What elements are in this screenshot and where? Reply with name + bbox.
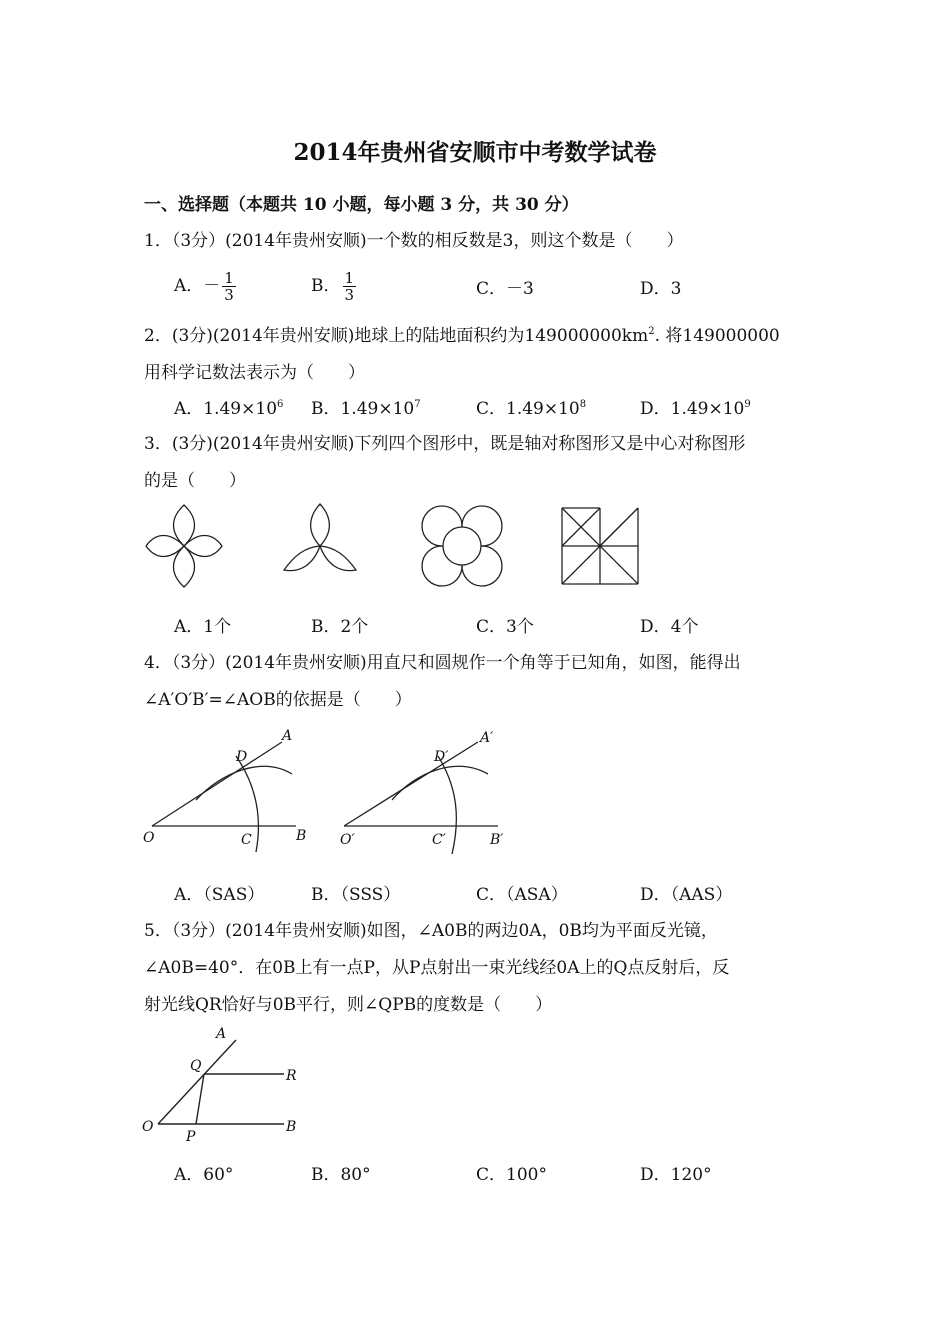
question-3-option-b: B．2个 xyxy=(311,617,369,637)
fraction: $\frac{1}{3}$ xyxy=(344,269,355,304)
question-5-line-1: 5．（3分）(2014年贵州安顺)如图，∠A0B的两边0A，0B均为平面反光镜， xyxy=(144,921,718,941)
question-2-line-1: 2．(3分)(2014年贵州安顺)地球上的陆地面积约为$149000000km^2$. 将149000000 xyxy=(144,326,780,346)
question-1-option-a: A．－ $\frac{1}{3}$ xyxy=(174,269,234,304)
question-4-line-2: ∠A′O′B′=∠AOB的依据是（ ） xyxy=(144,690,412,710)
question-3-line-1: 3．(3分)(2014年贵州安顺)下列四个图形中，既是轴对称图形又是中心对称图形 xyxy=(144,434,746,454)
question-5-option-b: B．80° xyxy=(311,1165,371,1185)
question-5-option-d: D．120° xyxy=(640,1165,712,1185)
question-5-option-a: A．60° xyxy=(174,1165,234,1185)
question-4-option-c: C．（ASA） xyxy=(476,885,568,905)
fig2-label-c: C′ xyxy=(432,832,446,848)
question-2-line-2: 用科学记数法表示为（ ） xyxy=(144,363,365,383)
q5-label-b: B xyxy=(286,1119,297,1135)
fig1-label-o: O xyxy=(143,830,155,846)
question-5-line-2: ∠A0B=40°．在0B上有一点P，从P点射出一束光线经0A上的Q点反射后，反 xyxy=(144,958,730,978)
question-1-option-b: B． $\frac{1}{3}$ xyxy=(311,269,355,304)
q5-label-o: O xyxy=(142,1119,154,1135)
fig2-label-o: O′ xyxy=(340,832,355,848)
question-4-option-a: A．（SAS） xyxy=(174,885,265,905)
page-title: 2014年贵州省安顺市中考数学试卷 xyxy=(293,139,657,166)
question-1-option-d: D．3 xyxy=(640,279,682,299)
q5-label-r: R xyxy=(286,1068,297,1084)
fig2-label-d: D′ xyxy=(434,749,449,765)
fig1-label-c: C xyxy=(241,832,252,848)
fraction: $\frac{1}{3}$ xyxy=(224,269,234,304)
question-5-option-c: C．100° xyxy=(476,1165,547,1185)
question-3-option-a: A．1个 xyxy=(174,617,232,637)
fig2-label-b: B′ xyxy=(490,832,504,848)
section-heading: 一、选择题（本题共 10 小题，每小题 3 分，共 30 分） xyxy=(144,195,579,215)
question-2-option-c: C．$1.49\times 10^8$ xyxy=(476,399,587,419)
question-2-option-b: B．$1.49\times 10^7$ xyxy=(311,399,421,419)
q5-label-a: A xyxy=(216,1026,227,1042)
question-3-option-d: D．4个 xyxy=(640,617,699,637)
question-2-option-a: A．$1.49\times 10^6$ xyxy=(174,399,284,419)
question-1-option-c: C．－3 xyxy=(476,279,534,299)
fig2-label-a: A′ xyxy=(480,730,494,746)
question-4-option-b: B．（SSS） xyxy=(311,885,401,905)
fig1-label-d: D xyxy=(236,749,248,765)
question-2-option-d: D．$1.49\times 10^9$ xyxy=(640,399,751,419)
q5-label-q: Q xyxy=(190,1058,202,1074)
fig1-label-b: B xyxy=(296,828,307,844)
question-4-line-1: 4．（3分）(2014年贵州安顺)用直尺和圆规作一个角等于已知角，如图，能得出 xyxy=(144,653,741,673)
question-1-stem: 1．（3分）(2014年贵州安顺)一个数的相反数是3，则这个数是（ ） xyxy=(144,231,684,251)
question-5-line-3: 射光线QR恰好与0B平行，则∠QPB的度数是（ ） xyxy=(144,995,553,1015)
question-3-option-c: C．3个 xyxy=(476,617,534,637)
question-3-line-2: 的是（ ） xyxy=(144,471,246,491)
q5-label-p: P xyxy=(186,1129,196,1145)
fig1-label-a: A xyxy=(282,728,293,744)
question-4-option-d: D．（AAS） xyxy=(640,885,733,905)
